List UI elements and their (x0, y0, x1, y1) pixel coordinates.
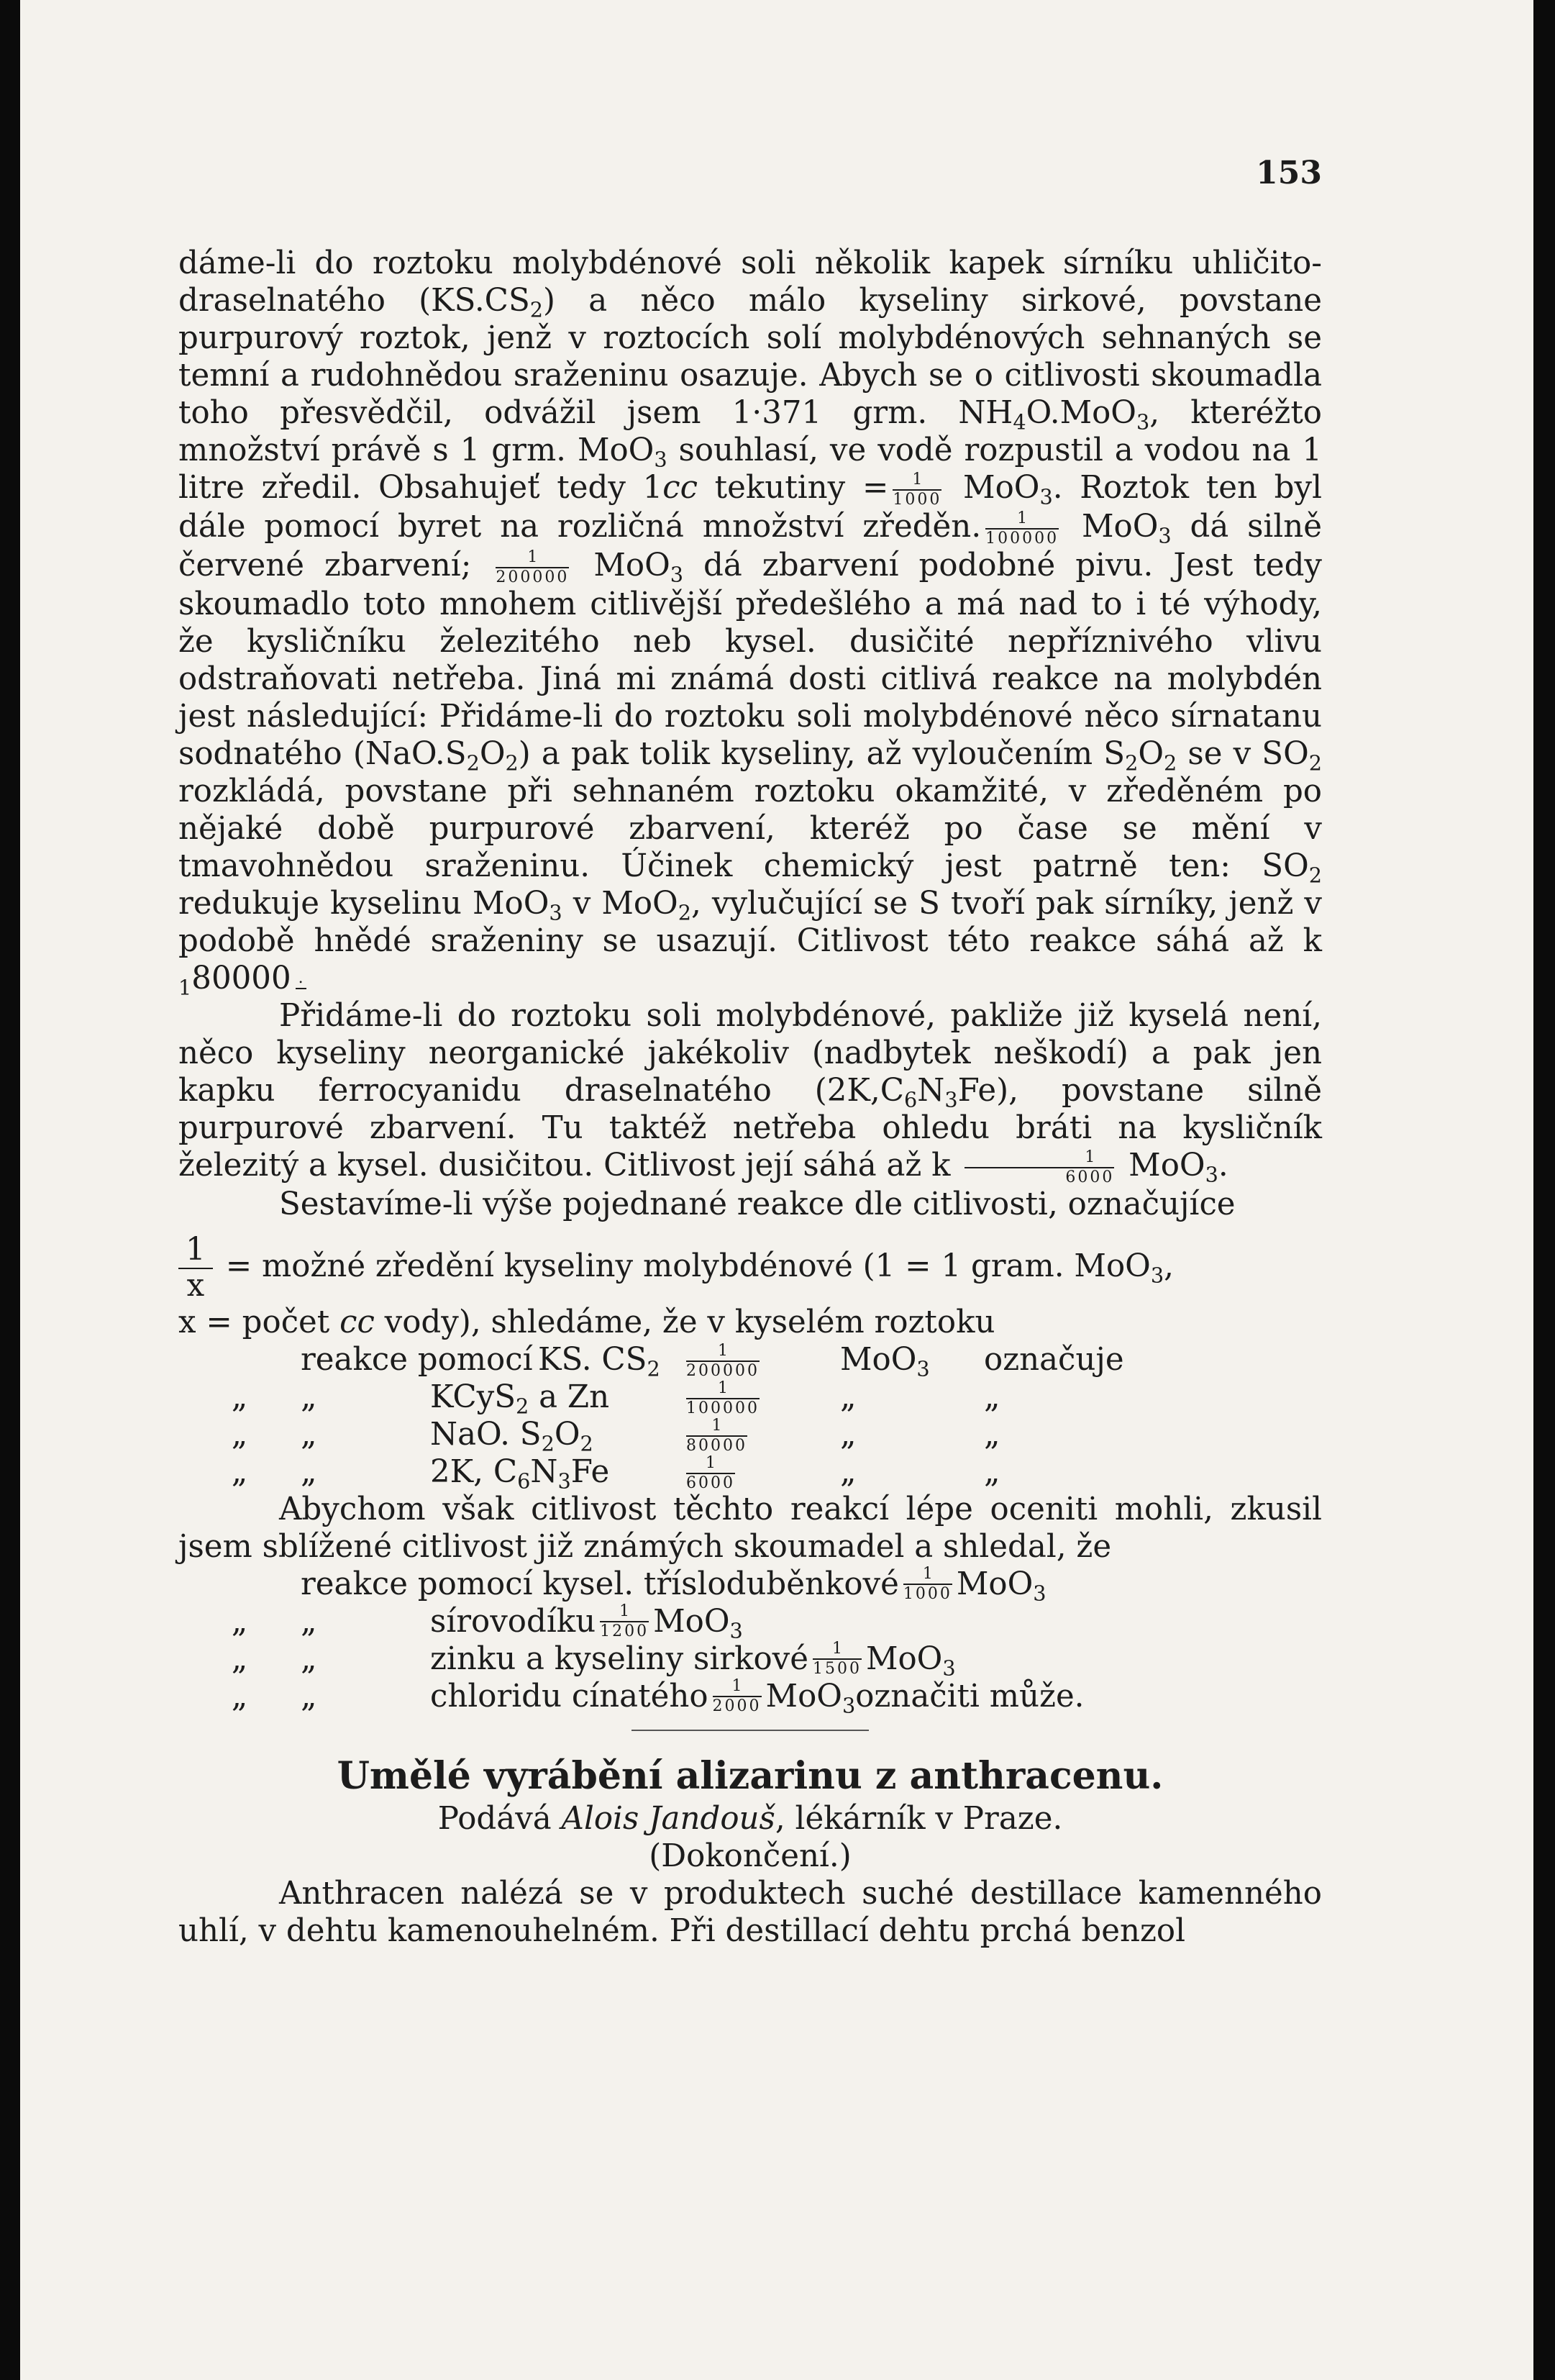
sub: 3 (549, 900, 562, 925)
ditto: „ (301, 1678, 317, 1714)
denominator: 100000 (686, 1399, 760, 1417)
reaction-table-1 (178, 1341, 1322, 1494)
compound (765, 1678, 856, 1718)
sub: 4 (1013, 409, 1026, 435)
sub: 3 (1033, 1581, 1046, 1606)
text: MoO (840, 1341, 917, 1378)
sensitivity (682, 1378, 840, 1417)
article-text: Anthracen nalézá se v produktech suché destillace kamenného uhlí, v dehtu kamenouhelném. Při destillací dehtu prchá benzol (178, 1875, 1322, 1949)
text: Fe (570, 1453, 610, 1490)
text: . (1218, 1148, 1228, 1184)
numerator: 1 (686, 1455, 735, 1474)
paragraph-2 (178, 997, 1322, 1186)
text: , vylučující se S tvoří pak sírníky, jenž v podobě hnědé sraženiny se usazují. Citlivost této reakce sáhá až k (178, 886, 1323, 959)
fraction (600, 1604, 649, 1640)
ditto: „ (984, 1453, 1000, 1490)
paragraph-4: Abychom však citlivost těchto reakcí lépe oceniti mohli, zkusil jsem sblížené citlivost již známých skoumadel a shledal, že (178, 1491, 1322, 1565)
ditto: „ (231, 1640, 248, 1677)
text: reakce pomocí kysel. třísloduběnkové (301, 1566, 899, 1602)
denominator: 200000 (496, 568, 570, 586)
sub: 3 (1158, 523, 1172, 548)
denominator: 6000 (686, 1473, 735, 1492)
text: NaO. S (430, 1416, 542, 1453)
sensitivity (682, 1415, 840, 1454)
ditto: „ (984, 1416, 1000, 1453)
fraction-one-over-x (178, 1233, 213, 1304)
equals-sign: = (862, 470, 889, 506)
sub: 3 (1205, 1162, 1218, 1187)
sub: 2 (678, 900, 691, 925)
text: Fe), povstane silně purpurové zbarvení. Tu taktéž netřeba ohledu bráti na kysličník železitý a kysel. dusičitou. Citlivost její sáhá až k (178, 1073, 1323, 1184)
text: , (1164, 1248, 1174, 1284)
sub: 2 (505, 750, 519, 776)
text: reakce pomocí (301, 1341, 533, 1378)
text: O (479, 736, 506, 772)
ditto: „ (301, 1379, 317, 1415)
text: sírovodíku (430, 1603, 596, 1640)
numerator: 1 (496, 550, 569, 568)
denominator: 1000 (893, 491, 942, 509)
text: MoO (946, 470, 1040, 506)
text: ) a něco málo kyseliny sirkové, povstane purpurový roztok, jenž v roztocích solí molybdénových sehnaných se temní a rudohnědou sraženinu osazuje. Abych se o citlivosti skoumadla toho přesvědčil, odvážil jsem 1·371 grm. NH (178, 283, 1322, 431)
paragraph-1 (178, 245, 1323, 1000)
ditto: „ (840, 1379, 857, 1415)
text: 1 gram. MoO (941, 1248, 1151, 1284)
sub: 1 (178, 975, 192, 1000)
denominator: 1200 (600, 1622, 649, 1640)
sub: 3 (1150, 1263, 1164, 1288)
definition-line-2 (178, 1304, 1322, 1341)
numerator: 1 (686, 1418, 747, 1437)
sub: 3 (729, 1618, 743, 1643)
text: dá silně červené zbarvení; (178, 509, 1322, 583)
equals-sign: = (905, 1248, 931, 1284)
ditto: „ (231, 1416, 248, 1453)
text: označuje (984, 1341, 1124, 1378)
text: . Roztok ten byl dále pomocí byret na rozličná množství zředěn. (178, 470, 1322, 545)
article-title: Umělé vyrábění alizarinu z anthracenu. (337, 1753, 1164, 1798)
text: x (178, 1304, 196, 1340)
equals-sign: = (225, 1248, 252, 1284)
fraction (712, 1676, 762, 1715)
text: Přidáme-li do roztoku soli molybdénové, pakliže již kyselá není, něco kyseliny neorganické jakékoliv (nadbytek neškodí) a pak jen kapku ferrocyanidu draselnatého (2K,C (178, 998, 1322, 1109)
section-divider (631, 1730, 869, 1731)
sub: 6 (904, 1087, 918, 1112)
denominator: 1500 (812, 1659, 862, 1678)
article-byline (178, 1800, 1322, 1838)
ditto: „ (301, 1453, 317, 1490)
text: tekutiny (698, 470, 862, 506)
unit-cc: cc (662, 470, 698, 506)
sensitivity (682, 1453, 840, 1491)
page-number: 153 (1256, 155, 1322, 191)
ditto: „ (301, 1416, 317, 1453)
numerator: 1 (713, 1679, 762, 1697)
text: se v SO (1177, 736, 1309, 772)
ditto: „ (840, 1416, 857, 1453)
reagent (430, 1416, 682, 1456)
text: dáme-li do roztoku molybdénové soli několik kapek sírníku uhličito-draselnatého (KS.CS (178, 245, 1322, 319)
sub: 2 (1164, 750, 1177, 776)
numerator: 1 (686, 1343, 760, 1362)
denominator: 2000 (712, 1697, 762, 1715)
numerator: 1 (813, 1641, 862, 1660)
text: vody), shledáme, že v kyselém roztoku (374, 1304, 995, 1340)
sub: 2 (1308, 750, 1322, 776)
compound (865, 1640, 956, 1681)
table-row (178, 1564, 1322, 1606)
sub: 3 (942, 1655, 956, 1681)
fraction (686, 1418, 747, 1454)
sub: 2 (529, 297, 544, 322)
sub: 2 (541, 1431, 555, 1456)
compound (840, 1341, 984, 1379)
text: MoO (1063, 509, 1159, 545)
denominator (296, 989, 306, 991)
sub: 3 (1136, 409, 1150, 435)
text: MoO (865, 1640, 943, 1677)
sub: 2 (1308, 863, 1322, 888)
text: dá zbarvení podobné pivu. Jest tedy skoumadlo toto mnohem citlivější předešlého a má nad to i té výhody, že kysličníku železitého neb kysel. dusičité nepříznivého vlivu odstraňovati netřeba. Jiná mi známá dosti citlivá reakce na molybdén jest následující: Přidáme-li do roztoku soli molybdénové něco sírnatanu sodnatého (NaO.S (178, 548, 1322, 772)
fraction (903, 1566, 952, 1602)
reagent (538, 1341, 682, 1379)
denominator: 1000 (903, 1584, 952, 1603)
reaction-table-2 (178, 1564, 1322, 1718)
reagent (430, 1379, 682, 1419)
fraction (686, 1381, 760, 1417)
sub: 2 (1125, 750, 1139, 776)
ditto: „ (231, 1603, 248, 1640)
denominator: x (186, 1267, 205, 1304)
text-body (178, 245, 1322, 1950)
numerator: 1 (893, 472, 941, 491)
page (20, 0, 1533, 2380)
sub: 6 (517, 1468, 531, 1494)
ditto: „ (231, 1678, 248, 1714)
sub: 3 (670, 562, 684, 587)
text: souhlasí, ve vodě rozpustil a vodou na 1 litre zředil. Obsahujeť tedy 1 (178, 432, 1322, 506)
fraction (296, 971, 306, 991)
ditto: „ (231, 1379, 248, 1415)
text: rozkládá, povstane při sehnaném roztoku okamžité, v zředěném po nějaké době purpurové zbarvení, kteréž po čase se mění v tmavohnědou sraženinu. Účinek chemický jest patrně ten: SO (178, 773, 1322, 884)
table-row (178, 1639, 1322, 1681)
numerator: 1 (178, 1233, 213, 1269)
text: O (554, 1416, 580, 1453)
ditto: „ (301, 1603, 317, 1640)
text: N (917, 1073, 945, 1109)
text: 2K, C (430, 1453, 518, 1490)
text: MoO (1118, 1148, 1205, 1184)
author-name: Alois Jandouš (561, 1800, 775, 1837)
table-row (178, 1341, 1322, 1379)
numerator: 1 (600, 1604, 649, 1622)
text: redukuje kyselinu MoO (178, 886, 550, 922)
text: možné zředění kyseliny molybdénové (1 (261, 1248, 895, 1284)
ditto: „ (840, 1453, 857, 1490)
denominator: 100000 (985, 530, 1059, 548)
table-row (178, 1676, 1322, 1718)
equals-sign: = (206, 1304, 232, 1340)
sub: 2 (580, 1431, 593, 1456)
table-row (178, 1602, 1322, 1643)
sub: 2 (516, 1394, 529, 1419)
text: KCyS (430, 1379, 516, 1415)
text: O.MoO (1026, 395, 1136, 431)
text: KS. CS (538, 1341, 647, 1378)
fraction (686, 1455, 735, 1491)
text: , kteréžto množství právě s 1 grm. MoO (178, 395, 1322, 468)
text: chloridu cínatého (430, 1678, 708, 1714)
denominator: 80000 (686, 1436, 747, 1455)
sub: 3 (557, 1468, 571, 1494)
unit-cc: cc (339, 1304, 375, 1340)
denominator: 6000 (1065, 1168, 1115, 1186)
sub: 3 (916, 1356, 930, 1381)
sub: 2 (647, 1356, 660, 1381)
text: a Zn (529, 1379, 610, 1415)
reagent (430, 1453, 682, 1494)
table-row (178, 1453, 1322, 1494)
sub: 2 (466, 750, 480, 776)
fraction (686, 1343, 760, 1379)
text: MoO (653, 1603, 730, 1640)
text: Podává (437, 1800, 562, 1837)
continuation-note: (Dokončení.) (649, 1838, 852, 1874)
text: ) a pak tolik kyseliny, až vyloučením S (518, 736, 1126, 772)
text: , lékárník v Praze. (775, 1800, 1063, 1837)
text: zinku a kyseliny sirkové (430, 1640, 808, 1677)
table-row (178, 1416, 1322, 1456)
text: 80000 (191, 960, 291, 996)
ditto: „ (301, 1640, 317, 1677)
fraction (813, 1641, 862, 1677)
table-row (178, 1379, 1322, 1419)
text: MoO (573, 548, 670, 583)
denominator: 200000 (686, 1361, 760, 1380)
fraction (496, 550, 569, 586)
numerator: 1 (965, 1150, 1114, 1168)
numerator: 1 (985, 511, 1059, 530)
numerator: 1 (686, 1381, 760, 1399)
compound (653, 1603, 743, 1643)
text: O (1138, 736, 1164, 772)
paragraph-3: Sestavíme-li výše pojednané reakce dle citlivosti, označujíce (279, 1186, 1236, 1222)
ditto: „ (984, 1379, 1000, 1415)
text: MoO (765, 1678, 842, 1714)
sensitivity (682, 1340, 840, 1379)
fraction (893, 472, 941, 508)
definition-line (178, 1233, 1322, 1304)
compound (956, 1566, 1046, 1606)
text: MoO (956, 1566, 1034, 1602)
text: N (530, 1453, 558, 1490)
sub: 3 (1039, 484, 1053, 509)
fraction (985, 511, 1059, 547)
sub: 3 (842, 1693, 856, 1718)
fraction (965, 1150, 1114, 1186)
numerator: . (296, 971, 306, 989)
numerator: 1 (903, 1566, 952, 1585)
text: počet (242, 1304, 340, 1340)
sub: 3 (654, 447, 667, 472)
ditto: „ (231, 1453, 248, 1490)
text: označiti může. (855, 1678, 1085, 1714)
text: v MoO (562, 886, 678, 922)
sub: 3 (944, 1087, 958, 1112)
